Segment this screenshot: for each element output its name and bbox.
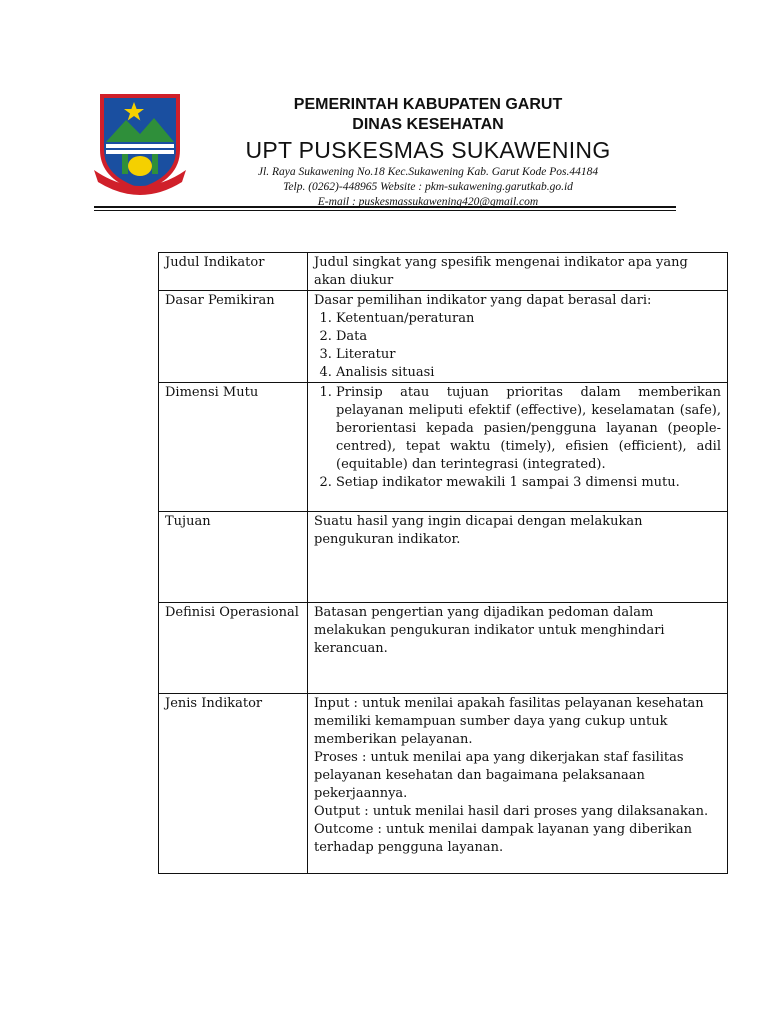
row-label: Tujuan xyxy=(159,512,308,603)
row-value xyxy=(308,694,728,874)
row-intro: Dasar pemilihan indikator yang dapat berasal dari: xyxy=(314,293,652,308)
row-label: Judul Indikator xyxy=(159,253,308,291)
quality-dimension-list xyxy=(314,384,721,492)
institution-name: UPT PUSKESMAS SUKAWENING xyxy=(245,137,611,163)
row-label: Jenis Indikator xyxy=(159,694,308,874)
letterhead-rule-thin xyxy=(94,210,676,211)
email: E-mail : puskesmassukawening420@gmail.com xyxy=(317,196,539,208)
address: Jl. Raya Sukawening No.18 Kec.Sukawening Kab. Garut Kode Pos.44184 xyxy=(257,166,599,178)
indicator-profile-table xyxy=(158,252,728,874)
table-row xyxy=(159,383,728,512)
department-name: DINAS KESEHATAN xyxy=(352,116,504,133)
row-value xyxy=(308,383,728,512)
row-value: Judul singkat yang spesifik mengenai indikator apa yang akan diukur xyxy=(308,253,728,291)
list-item: 3. Literatur xyxy=(336,346,721,364)
table-row xyxy=(159,253,728,291)
letterhead xyxy=(0,0,768,215)
list-item: 1. Ketentuan/peraturan xyxy=(336,310,721,328)
indicator-type-process: Proses : untuk menilai apa yang dikerjakan staf fasilitas pelayanan kesehatan dan bagaimana pelaksanaan pekerjaannya. xyxy=(314,750,684,801)
list-item: 2. Setiap indikator mewakili 1 sampai 3 dimensi mutu. xyxy=(336,474,721,492)
indicator-type-output: Output : untuk menilai hasil dari proses yang dilaksanakan. xyxy=(314,804,709,819)
basis-list xyxy=(314,310,721,382)
row-label: Dimensi Mutu xyxy=(159,383,308,512)
letterhead-rule-thick xyxy=(94,206,676,208)
list-item: 2. Data xyxy=(336,328,721,346)
row-label: Definisi Operasional xyxy=(159,603,308,694)
row-label: Dasar Pemikiran xyxy=(159,291,308,383)
list-item: 1. Prinsip atau tujuan prioritas dalam memberikan pelayanan meliputi efektif (effective), keselamatan (safe), berorientasi kepada pasien/pengguna layanan (people-centred), tepat waktu (timely), efisien (efficient), adil (equitable) dan terintegrasi (integrated). xyxy=(336,384,721,474)
row-value: Batasan pengertian yang dijadikan pedoman dalam melakukan pengukuran indikator untuk menghindari kerancuan. xyxy=(308,603,728,694)
table-row xyxy=(159,603,728,694)
indicator-type-outcome: Outcome : untuk menilai dampak layanan yang diberikan terhadap pengguna layanan. xyxy=(314,822,693,855)
row-value: Suatu hasil yang ingin dicapai dengan melakukan pengukuran indikator. xyxy=(308,512,728,603)
garut-regency-emblem-icon xyxy=(92,90,188,196)
table-row xyxy=(159,512,728,603)
phone-website: Telp. (0262)-448965 Website : pkm-sukawening.garutkab.go.id xyxy=(283,181,573,193)
indicator-type-input: Input : untuk menilai apakah fasilitas pelayanan kesehatan memiliki kemampuan sumber daya yang cukup untuk memberikan pelayanan. xyxy=(314,696,704,747)
list-item: 4. Analisis situasi xyxy=(336,364,721,382)
table-row xyxy=(159,291,728,383)
government-name: PEMERINTAH KABUPATEN GARUT xyxy=(293,96,563,113)
table-row xyxy=(159,694,728,874)
row-value xyxy=(308,291,728,383)
